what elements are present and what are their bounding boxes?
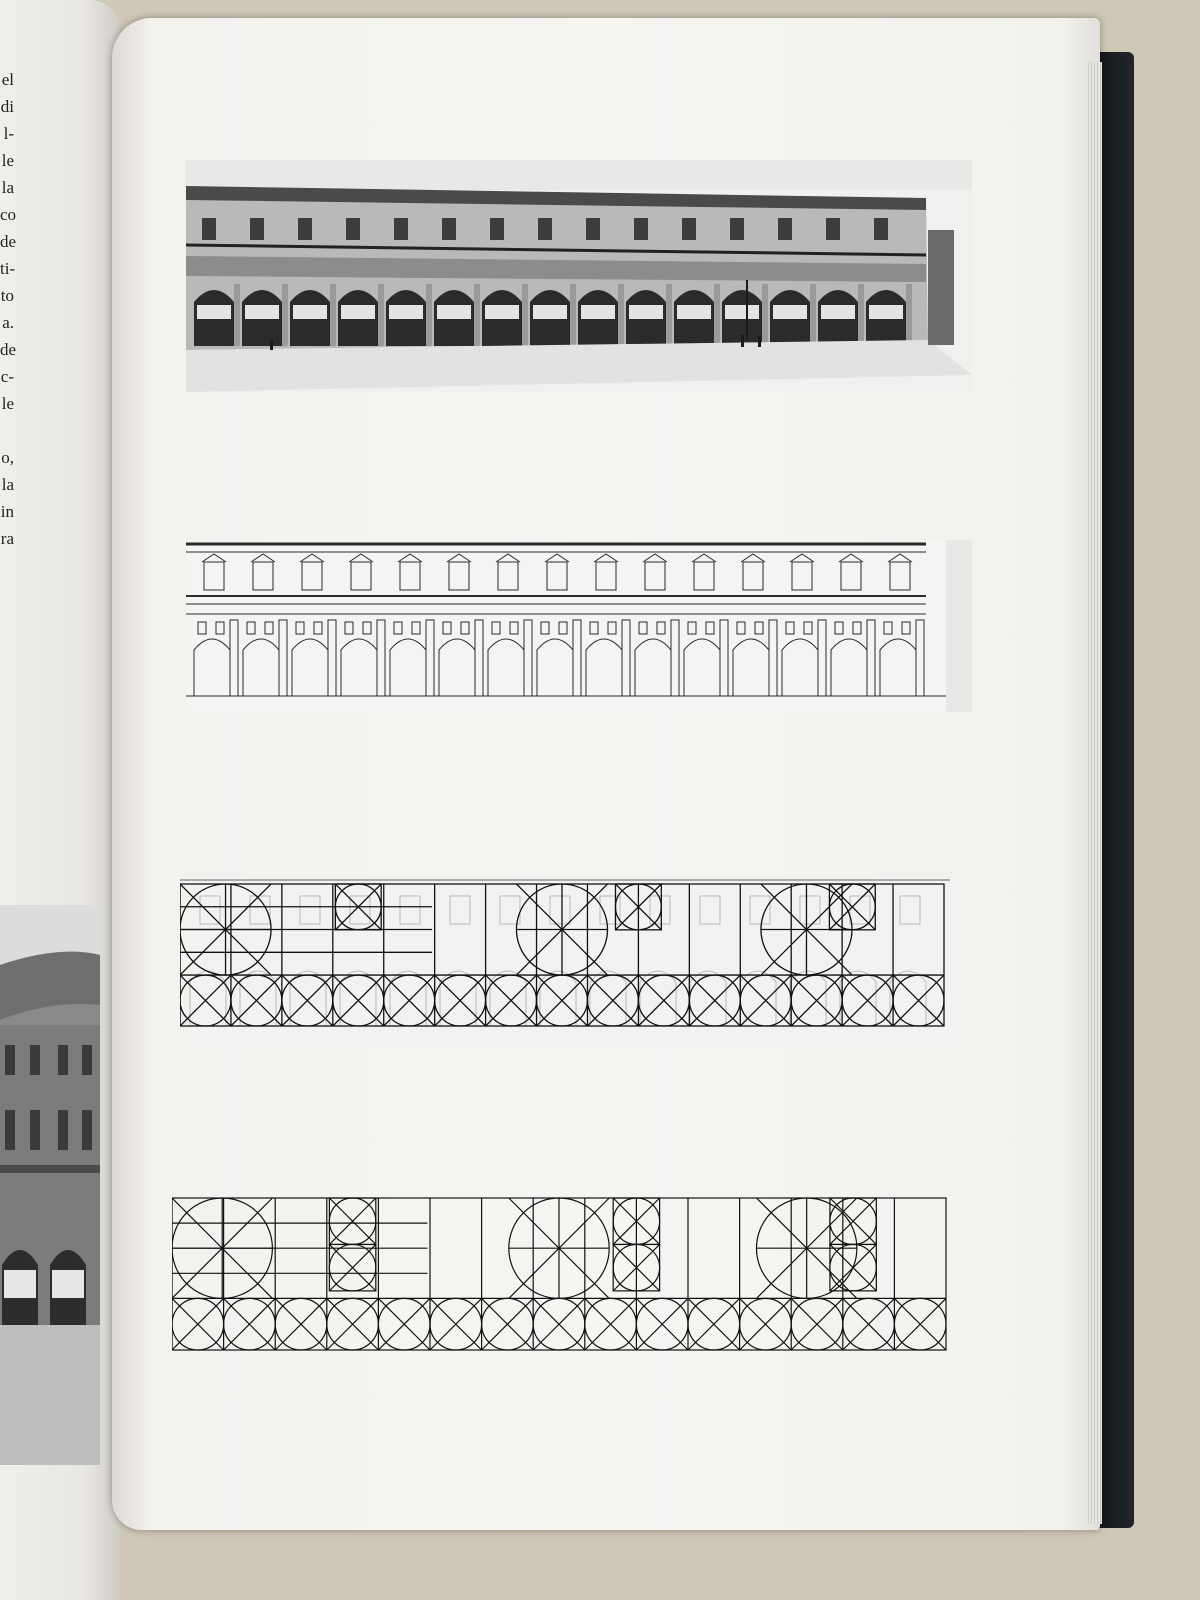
left-page-text: [0, 66, 17, 552]
photo-window: [634, 218, 648, 240]
photo-awning: [485, 305, 519, 319]
photo-window: [778, 218, 792, 240]
photo-pier: [282, 284, 288, 346]
photo-awning: [725, 305, 759, 319]
page-edges: [1086, 62, 1102, 1524]
photo-pier: [474, 284, 480, 346]
left-page-text-line: [0, 417, 14, 444]
photo-window: [490, 218, 504, 240]
photo-window: [202, 218, 216, 240]
photo-pier: [378, 284, 384, 346]
facade-photograph: [186, 160, 972, 392]
photo-window: [586, 218, 600, 240]
left-page-text-line: le: [1, 394, 14, 413]
left-page-text-line: o,: [1, 448, 14, 467]
photo-window: [730, 218, 744, 240]
photo-awning: [197, 305, 231, 319]
photo-awning: [341, 305, 375, 319]
left-page-text-line: de: [0, 340, 17, 359]
left-page-text-line: to: [0, 286, 14, 305]
photo-window: [442, 218, 456, 240]
photo-pier: [234, 284, 240, 346]
left-page-text-line: le: [1, 151, 14, 170]
left-page-text-line: el: [1, 70, 14, 89]
photo-pier: [906, 284, 912, 346]
photo-window: [394, 218, 408, 240]
photo-awning: [581, 305, 615, 319]
photo-awning: [773, 305, 807, 319]
photo-pier: [666, 284, 672, 346]
photo-pier: [762, 284, 768, 346]
photo-pier: [522, 284, 528, 346]
left-page-text-line: l-: [3, 124, 14, 143]
facade-geometric-overlay: [180, 876, 974, 1048]
photo-pier: [426, 284, 432, 346]
left-page-text-line: c-: [0, 367, 14, 386]
photo-window: [874, 218, 888, 240]
left-page-text-line: ra: [0, 529, 14, 548]
photo-window: [538, 218, 552, 240]
photo-window: [250, 218, 264, 240]
photo-pier: [858, 284, 864, 346]
photo-awning: [245, 305, 279, 319]
left-page-text-line: la: [1, 178, 14, 197]
left-page-text-line: la: [1, 475, 14, 494]
photo-window: [682, 218, 696, 240]
photo-pier: [330, 284, 336, 346]
left-page-text-line: co: [0, 205, 17, 224]
photo-awning: [677, 305, 711, 319]
photo-pier: [570, 284, 576, 346]
photo-awning: [629, 305, 663, 319]
left-page-text-line: in: [0, 502, 14, 521]
left-page-text-line: di: [0, 97, 14, 116]
geometric-scheme: [172, 1190, 978, 1374]
photo-pier: [810, 284, 816, 346]
photo-awning: [869, 305, 903, 319]
photo-window: [298, 218, 312, 240]
facade-elevation-drawing: [186, 540, 972, 712]
left-page-text-line: de: [0, 232, 17, 251]
photo-window: [346, 218, 360, 240]
photo-pier: [714, 284, 720, 346]
photo-awning: [293, 305, 327, 319]
left-facing-page: [0, 0, 120, 1600]
photo-awning: [389, 305, 423, 319]
photo-awning: [437, 305, 471, 319]
photo-awning: [821, 305, 855, 319]
left-page-photograph: [0, 905, 100, 1465]
photo-window: [826, 218, 840, 240]
left-page-text-line: a.: [2, 313, 14, 332]
photo-awning: [533, 305, 567, 319]
photo-pier: [618, 284, 624, 346]
left-page-text-line: ti-: [0, 259, 16, 278]
